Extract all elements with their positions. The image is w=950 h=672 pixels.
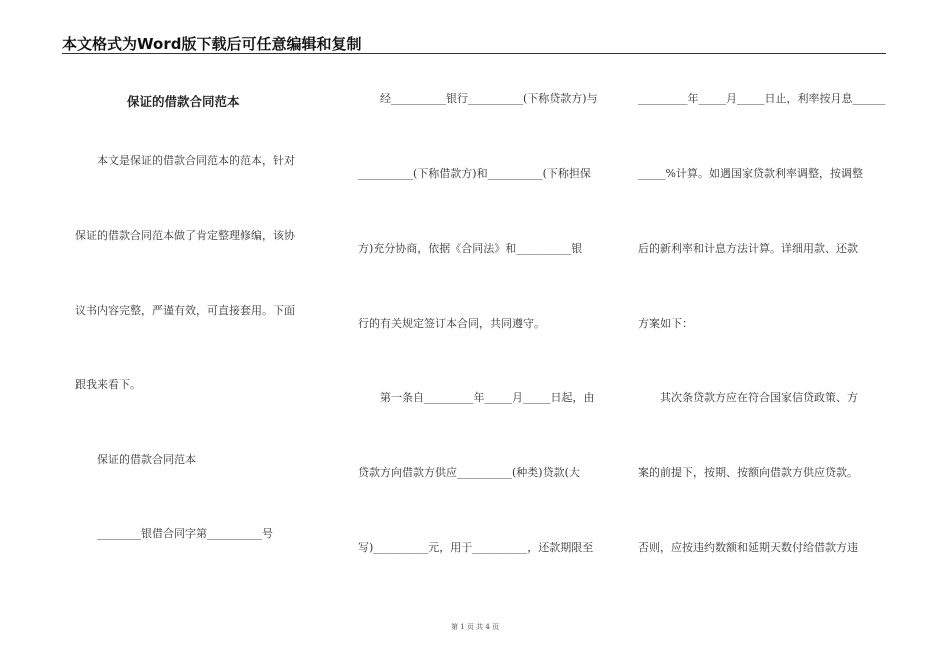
paragraph-line: 其次条贷款方应在符合国家信贷政策、方 — [638, 391, 858, 404]
paragraph-line: 第一条自_________年_____月_____日起，由 — [358, 391, 595, 404]
paragraph-line: 方)充分协商，依据《合同法》和__________银 — [358, 242, 583, 255]
paragraph-line: 写)__________元，用于__________，还款期限至 — [358, 541, 594, 554]
document-title: 保证的借款合同范本 — [127, 94, 240, 109]
paragraph-line: 否则，应按违约数额和延期天数付给借款方违 — [638, 541, 858, 554]
paragraph-line: 经__________银行__________(下称贷款方)与 — [358, 92, 598, 105]
paragraph-line: 保证的借款合同范本 — [75, 453, 196, 466]
paragraph-line: 案的前提下，按期、按额向借款方供应贷款。 — [638, 466, 858, 479]
paragraph-line: _________年_____月_____日止，利率按月息______ — [638, 92, 886, 105]
document-header: 本文格式为Word版下载后可任意编辑和复制 — [62, 35, 362, 53]
paragraph-line: 跟我来看下。 — [75, 378, 141, 391]
paragraph-line: 议书内容完整，严谨有效，可直接套用。下面 — [75, 304, 295, 317]
paragraph-line: _____%计算。如遇国家贷款利率调整，按调整 — [638, 167, 863, 180]
paragraph-line: __________(下称借款方)和__________(下称担保 — [358, 167, 591, 180]
paragraph-line: 后的新利率和计息方法计算。详细用款、还款 — [638, 242, 858, 255]
paragraph-line: 方案如下： — [638, 317, 693, 330]
paragraph-line: 本文是保证的借款合同范本的范本，针对 — [75, 154, 295, 167]
paragraph-line: 行的有关规定签订本合同，共同遵守。 — [358, 317, 545, 330]
paragraph-line: ________银借合同字第__________号 — [75, 527, 273, 540]
paragraph-line: 保证的借款合同范本做了肯定整理修编，该协 — [75, 229, 295, 242]
paragraph-line: 贷款方向借款方供应__________(种类)贷款(大 — [358, 466, 580, 479]
page-number: 第 1 页 共 4 页 — [450, 623, 500, 631]
header-divider — [62, 53, 886, 54]
